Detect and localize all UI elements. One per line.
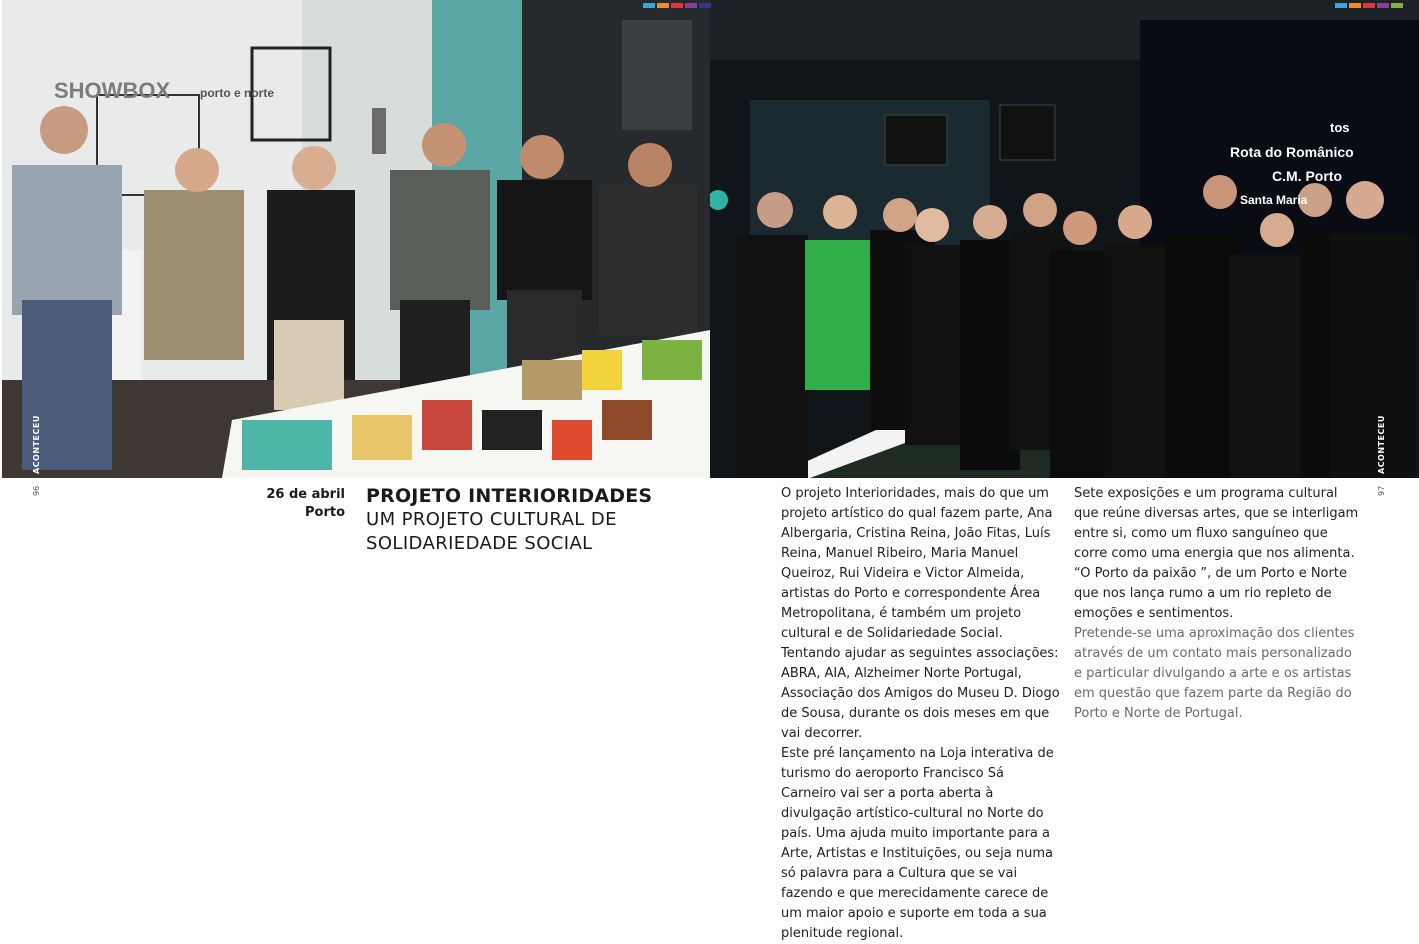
section-label-left: ACONTECEU	[32, 415, 41, 474]
color-bar-segment	[1349, 3, 1361, 8]
porto-norte-logo-text: porto e norte	[200, 86, 274, 100]
color-bar-segment	[671, 3, 683, 8]
color-bar-segment	[699, 3, 711, 8]
article-column-2	[1074, 484, 1359, 724]
page-number-right: 97	[1377, 485, 1386, 496]
color-bar-right	[1335, 3, 1405, 8]
article-subtitle-line-2: SOLIDARIEDADE SOCIAL	[366, 533, 593, 554]
color-bar-segment	[685, 3, 697, 8]
photo-choir-image	[710, 0, 1419, 478]
photo-showbox-group	[2, 0, 710, 478]
event-date-place	[230, 486, 345, 522]
photo-showbox-image	[2, 0, 710, 478]
wall-text-line-1: tos	[1330, 120, 1350, 135]
color-bar-segment	[1377, 3, 1389, 8]
event-date: 26 de abril	[266, 487, 345, 502]
color-bar-segment	[1391, 3, 1403, 8]
color-bar-segment	[1363, 3, 1375, 8]
article-title-block	[366, 484, 746, 556]
column1-paragraph-2: Tentando ajudar as seguintes associações: ABRA, AIA, Alzheimer Norte Portugal, Associação dos Amigos do Museu D. Diogo de Sousa, durante os dois meses em que vai decorrer.	[781, 646, 1060, 741]
section-label-right: ACONTECEU	[1377, 415, 1386, 474]
column2-paragraph-3: Pretende-se uma aproximação dos clientes através de um contato mais personalizado e particular divulgando a arte e os artistas em questão que fazem parte da Região do Porto e Norte de Portugal.	[1074, 626, 1355, 721]
wall-text-line-4: Santa Maria	[1240, 193, 1308, 207]
color-bar-segment	[1335, 3, 1347, 8]
column2-paragraph-2: “O Porto da paixão ”, de um Porto e Norte que nos lança rumo a um rio repleto de emoções e sentimentos.	[1074, 566, 1347, 621]
article-title: PROJETO INTERIORIDADES	[366, 485, 653, 507]
photo-choir-group	[710, 0, 1419, 478]
wall-text-line-3: C.M. Porto	[1272, 168, 1342, 184]
color-bar-segment	[657, 3, 669, 8]
event-place: Porto	[304, 505, 345, 520]
article-column-1	[781, 484, 1061, 944]
color-bar-segment	[643, 3, 655, 8]
color-bar-left	[643, 3, 713, 8]
column1-paragraph-3: Este pré lançamento na Loja interativa de turismo do aeroporto Francisco Sá Carneiro vai ser a porta aberta à divulgação artístico-cultural no Norte do país. Uma ajuda muito importante para a Arte, Artistas e Instituições, ou seja numa só palavra para a Cultura que se vai fazendo e que merecidamente carece de um maior apoio e suporte em toda a sua plenitude regional.	[781, 746, 1054, 941]
column2-paragraph-1: Sete exposições e um programa cultural que reúne diversas artes, que se interligam entre si, como um fluxo sanguíneo que corre como uma energia que nos alimenta.	[1074, 486, 1359, 561]
wall-text-line-2: Rota do Românico	[1230, 144, 1354, 160]
page-number-left: 96	[32, 485, 41, 496]
column1-paragraph-1: O projeto Interioridades, mais do que um projeto artístico do qual fazem parte, Ana Albergaria, Cristina Reina, João Fitas, Luís Reina, Manuel Ribeiro, Maria Manuel Queiroz, Rui Videira e Victor Almeida, artistas do Porto e correspondente Área Metropolitana, é também um projeto cultural e de Solidariedade Social.	[781, 486, 1053, 641]
showbox-logo-text: SHOWBOX	[54, 78, 171, 103]
article-subtitle-line-1: UM PROJETO CULTURAL DE	[366, 509, 617, 530]
